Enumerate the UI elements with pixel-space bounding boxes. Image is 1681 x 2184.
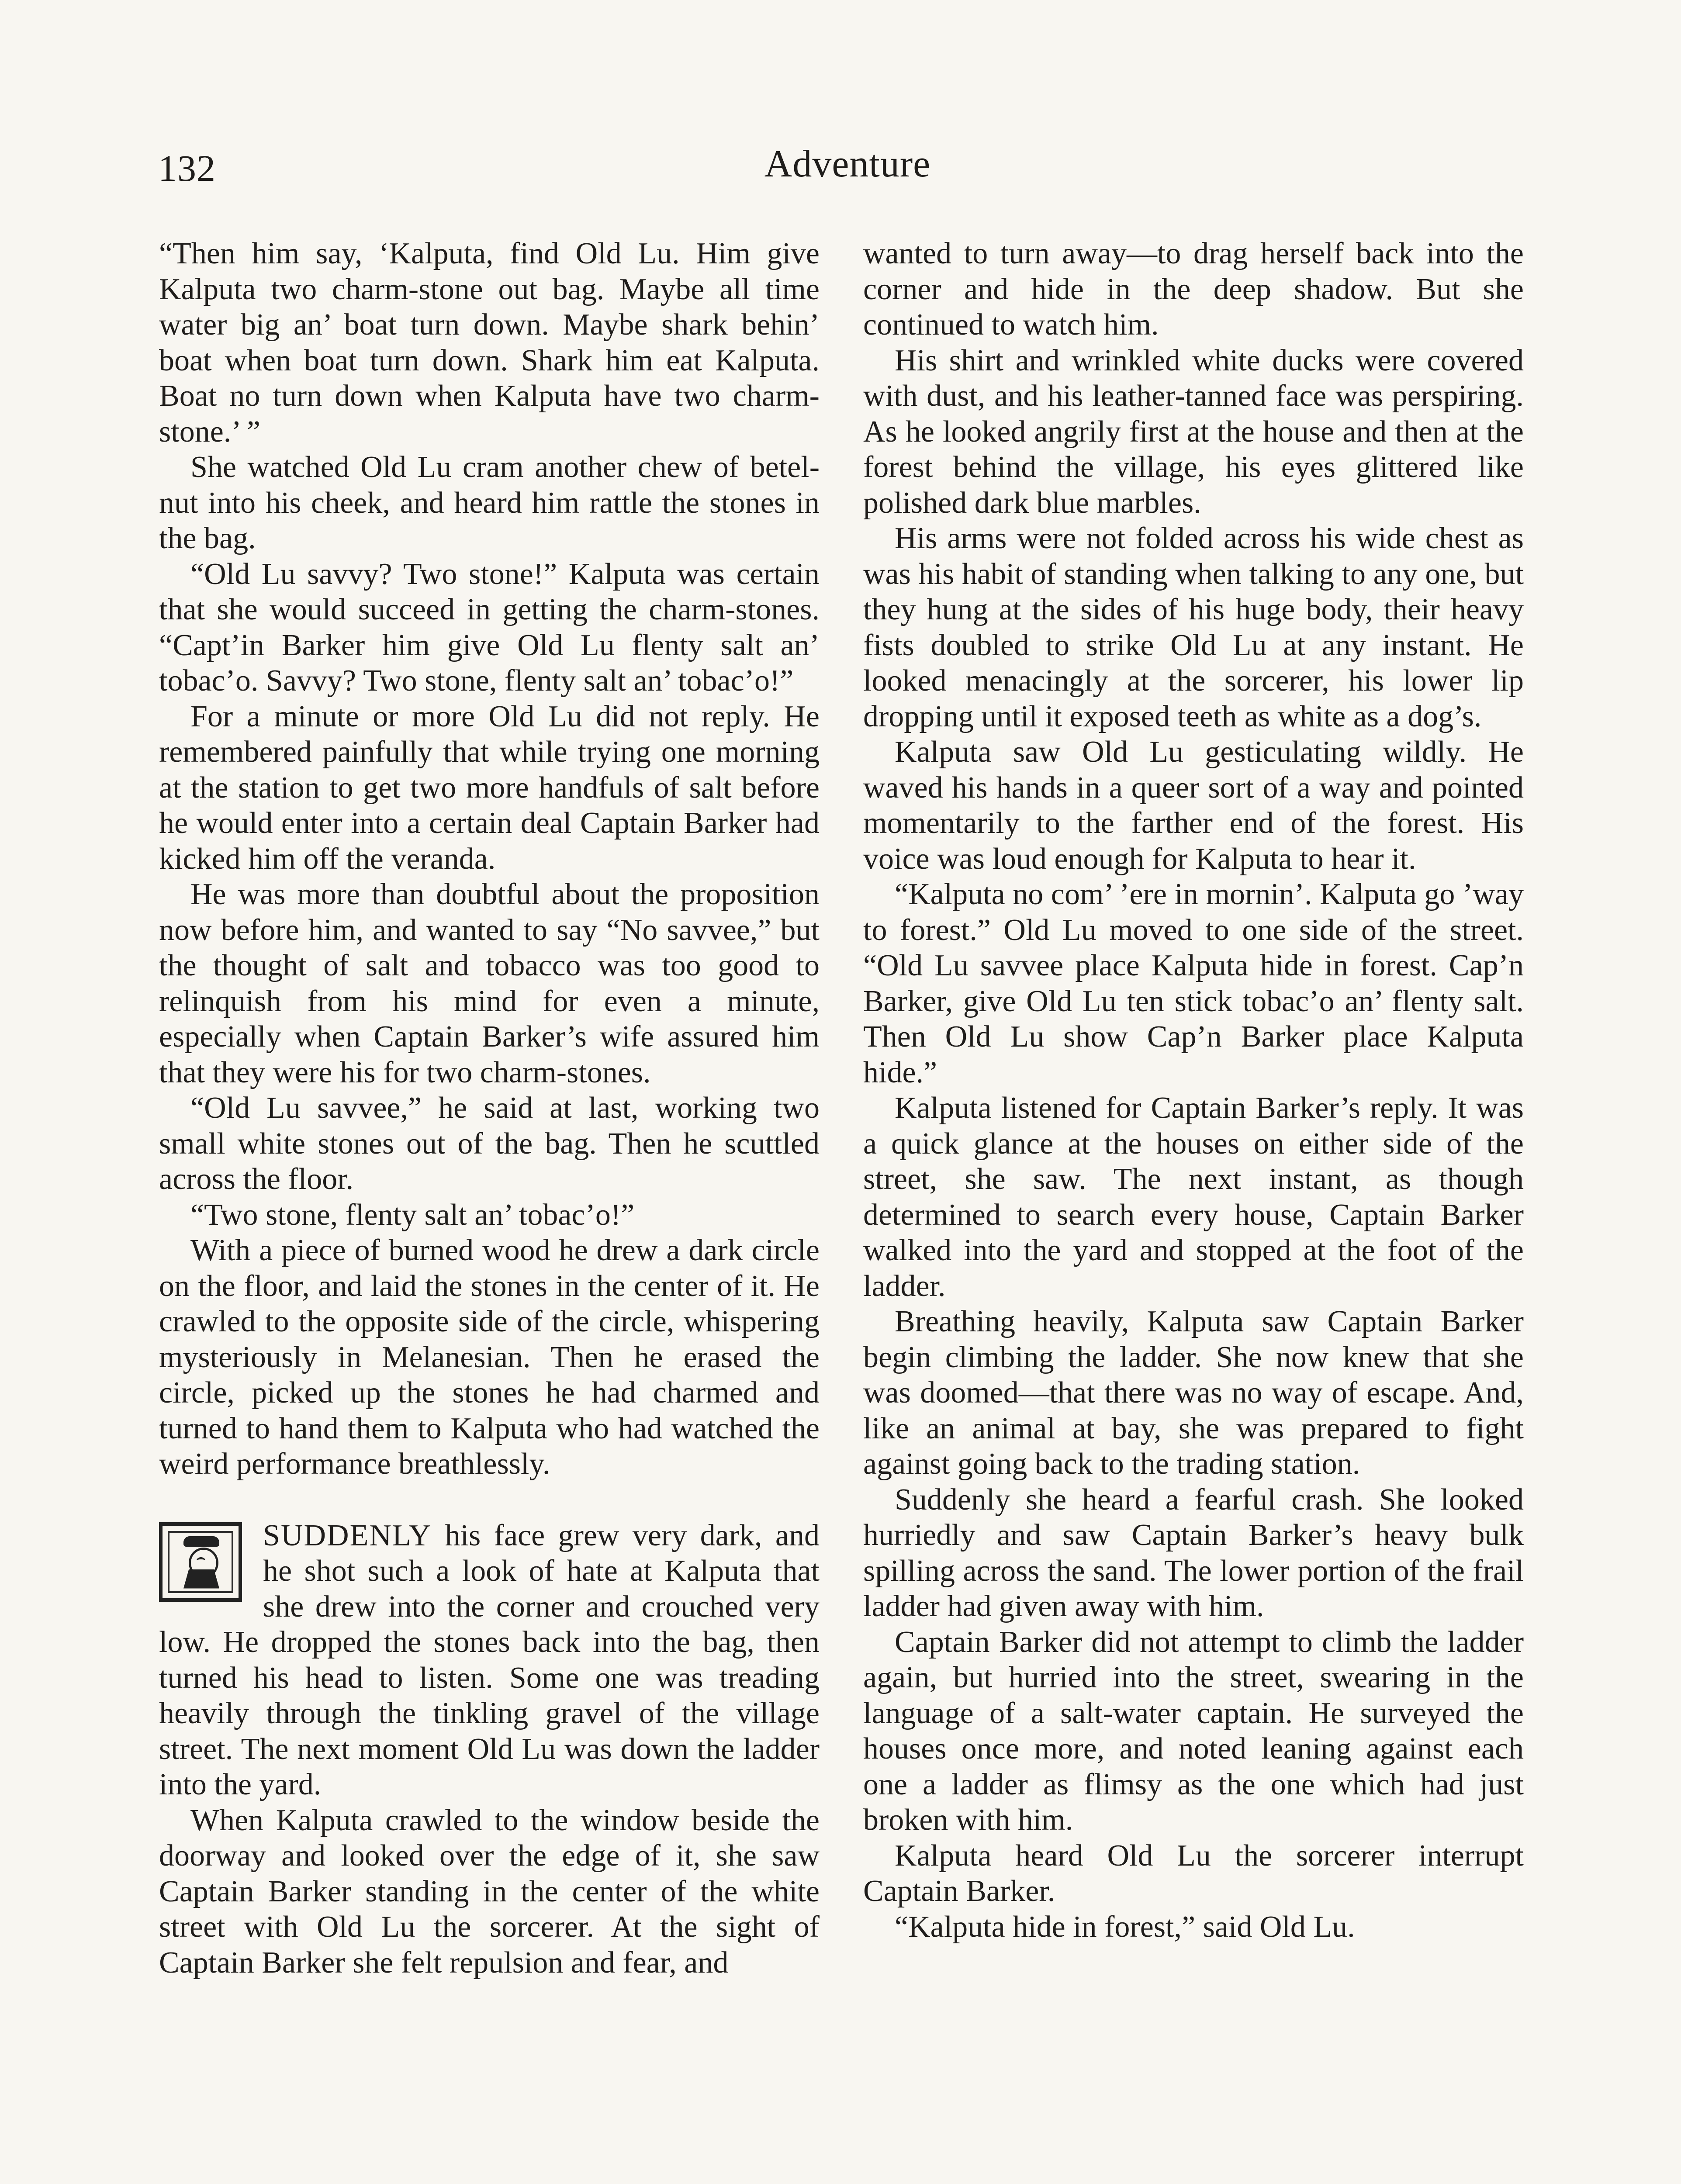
- story-paragraph: “Kalputa hide in forest,” said Old Lu.: [895, 1910, 1355, 1944]
- lead-paragraph-text: his face grew very dark, and he shot such a look of hate at Kalputa that she drew into the corner and crouched very low. He dropped the stones back into the bag, then turned his head to listen. Some one was treading heavily through the tinkling gravel of the village street. The next moment Old Lu was down the ladder into the yard.: [159, 1518, 820, 1801]
- story-paragraph: “Two stone, flenty salt an’ tobac’o!”: [190, 1198, 635, 1232]
- story-paragraph: When Kalputa crawled to the window beside the doorway and looked over the edge of it, she saw Captain Barker standing in the center of the white street with Old Lu the sorcerer. At the sight of Captain Barker she felt repulsion and fear, and: [159, 1803, 820, 1980]
- right-column: [863, 236, 1524, 1945]
- story-paragraph: “Old Lu savvy? Two stone!” Kalputa was certain that she would succeed in getting the charm-stones. “Capt’in Barker him give Old Lu flenty salt an’ tobac’o. Savvy? Two stone, flenty salt an’ tobac’o!”: [159, 557, 820, 698]
- story-paragraph: “Kalputa no com’ ’ere in mornin’. Kalputa go ’way to forest.” Old Lu moved to one side of the street. “Old Lu savvee place Kalputa hide in forest. Cap’n Barker, give Old Lu ten stick tobac’o an’ flenty salt. Then Old Lu show Cap’n Barker place Kalputa hide.”: [863, 878, 1524, 1089]
- hat-icon: [183, 1536, 219, 1547]
- story-paragraph: His shirt and wrinkled white ducks were covered with dust, and his leather-tanned face was perspiring. As he looked angrily first at the house and then at the forest behind the village, his eyes glittered like polished dark blue marbles.: [863, 343, 1524, 520]
- story-paragraph: “Old Lu savvee,” he said at last, working two small white stones out of the bag. Then he scuttled across the floor.: [159, 1091, 820, 1196]
- story-paragraph: wanted to turn away—to drag herself back into the corner and hide in the deep shadow. But she continued to watch him.: [863, 237, 1524, 342]
- magazine-title: Adventure: [764, 143, 931, 185]
- story-paragraph: She watched Old Lu cram another chew of betel-nut into his cheek, and heard him rattle the stones in the bag.: [159, 450, 820, 555]
- left-column: [159, 236, 820, 1980]
- body-icon: [183, 1569, 219, 1589]
- story-paragraph: Kalputa saw Old Lu gesticulating wildly. He waved his hands in a queer sort of a way and pointed momentarily to the farther end of the forest. His voice was loud enough for Kalputa to hear it.: [863, 735, 1524, 876]
- lead-word: SUDDENLY: [263, 1518, 432, 1552]
- page-number: 132: [158, 147, 216, 189]
- story-paragraph: Captain Barker did not attempt to climb the ladder again, but hurried into the street, swearing in the language of a salt-water captain. He surveyed the houses once more, and noted leaning against each one a ladder as flimsy as the one which had just broken with him.: [863, 1625, 1524, 1837]
- story-paragraph: With a piece of burned wood he drew a dark circle on the floor, and laid the stones in the center of it. He crawled to the opposite side of the circle, whispering mysteriously in Melanesian. Then he erased the circle, picked up the stones he had charmed and turned to hand them to Kalputa who had watched the weird performance breathlessly.: [159, 1234, 820, 1481]
- illustration-ornament-icon: [159, 1522, 242, 1602]
- mustache-icon: [197, 1557, 205, 1564]
- section-break: [159, 1482, 820, 1518]
- story-paragraph: His arms were not folded across his wide chest as was his habit of standing when talking to any one, but they hung at the sides of his huge body, their heavy fists doubled to strike Old Lu at any instant. He looked menacingly at the sorcerer, his lower lip dropping until it exposed teeth as white as a dog’s.: [863, 522, 1524, 733]
- story-paragraph: Suddenly she heard a fearful crash. She looked hurriedly and saw Captain Barker’s heavy bulk spilling across the sand. The lower portion of the frail ladder had given away with him.: [863, 1482, 1524, 1623]
- story-paragraph: For a minute or more Old Lu did not reply. He remembered painfully that while trying one morning at the station to get two more handfuls of salt before he would enter into a certain deal Captain Barker had kicked him off the veranda.: [159, 699, 820, 876]
- story-paragraph: [159, 1518, 820, 1803]
- story-paragraph: Kalputa listened for Captain Barker’s reply. It was a quick glance at the houses on either side of the street, she saw. The next instant, as though determined to search every house, Captain Barker walked into the yard and stopped at the foot of the ladder.: [863, 1091, 1524, 1303]
- story-paragraph: Breathing heavily, Kalputa saw Captain Barker begin climbing the ladder. She now knew that she was doomed—that there was no way of escape. And, like an animal at bay, she was prepared to fight against going back to the trading station.: [863, 1305, 1524, 1481]
- story-paragraph: He was more than doubtful about the proposition now before him, and wanted to say “No savvee,” but the thought of salt and tobacco was too good to relinquish from his mind for even a minute, especially when Captain Barker’s wife assured him that they were his for two charm-stones.: [159, 878, 820, 1089]
- story-paragraph: “Then him say, ‘Kalputa, find Old Lu. Him give Kalputa two charm-stone out bag. Maybe all time water big an’ boat turn down. Maybe shark behin’ boat when boat turn down. Shark him eat Kalputa. Boat no turn down when Kalputa have two charm-stone.’ ”: [159, 237, 820, 449]
- story-paragraph: Kalputa heard Old Lu the sorcerer interrupt Captain Barker.: [863, 1838, 1524, 1908]
- dropcap-paragraph: [159, 1518, 820, 1803]
